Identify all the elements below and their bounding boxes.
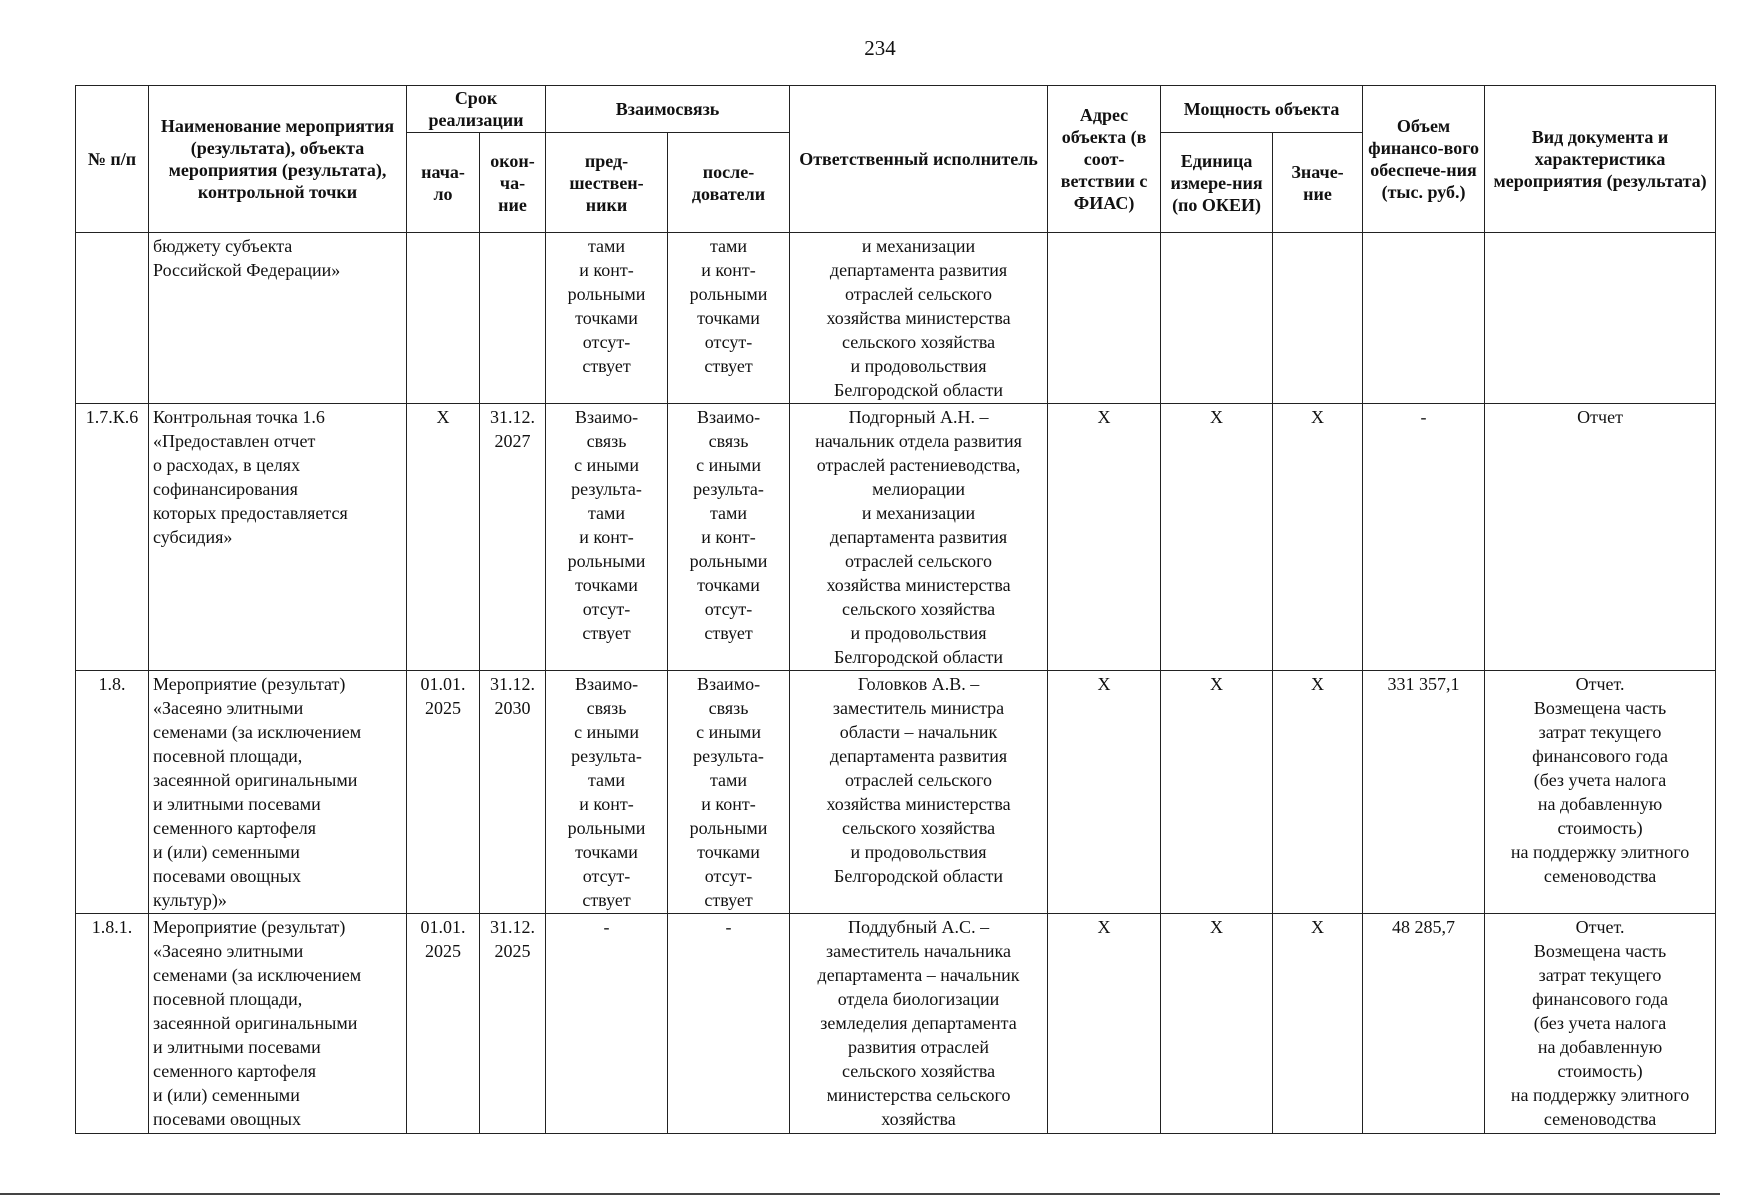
- cell-successors: Взаимо- связь с иными результа- тами и конт- рольными точками отсут- ствует: [668, 671, 790, 914]
- cell-document: [1485, 233, 1716, 404]
- cell-unit: [1161, 233, 1273, 404]
- cell-predecessors: тами и конт- рольными точками отсут- ствует: [546, 233, 668, 404]
- cell-address: X: [1048, 914, 1161, 1134]
- header-finance: Объем финансо-вого обеспече-ния (тыс. руб.): [1363, 86, 1485, 233]
- table-row: [76, 404, 1716, 671]
- header-predecessors: пред- шествен- ники: [546, 133, 668, 233]
- bottom-rule: [0, 1193, 1720, 1195]
- cell-predecessors: Взаимо- связь с иными результа- тами и конт- рольными точками отсут- ствует: [546, 671, 668, 914]
- cell-predecessors: -: [546, 914, 668, 1134]
- cell-name: бюджету субъекта Российской Федерации»: [149, 233, 407, 404]
- cell-predecessors: Взаимо- связь с иными результа- тами и конт- рольными точками отсут- ствует: [546, 404, 668, 671]
- cell-end: 31.12. 2030: [480, 671, 546, 914]
- cell-responsible: Поддубный А.С. – заместитель начальника департамента – начальник отдела биологизации земледелия департамента развития отраслей сельского хозяйства министерства сельского хозяйства: [790, 914, 1048, 1134]
- cell-start: 01.01. 2025: [407, 914, 480, 1134]
- header-unit: Единица измере-ния (по ОКЕИ): [1161, 133, 1273, 233]
- cell-end: [480, 233, 546, 404]
- cell-responsible: Подгорный А.Н. – начальник отдела развития отраслей растениеводства, мелиорации и механизации департамента развития отраслей сельского хозяйства министерства сельского хозяйства и продовольствия Белгородской области: [790, 404, 1048, 671]
- cell-document: Отчет. Возмещена часть затрат текущего финансового года (без учета налога на добавленную стоимость) на поддержку элитного семеноводства: [1485, 671, 1716, 914]
- cell-num: 1.7.К.6: [76, 404, 149, 671]
- cell-successors: -: [668, 914, 790, 1134]
- cell-value: X: [1273, 404, 1363, 671]
- cell-end: 31.12. 2027: [480, 404, 546, 671]
- page-number: 234: [864, 36, 896, 60]
- cell-num: 1.8.1.: [76, 914, 149, 1134]
- header-name: Наименование мероприятия (результата), объекта мероприятия (результата), контрольной точки: [149, 86, 407, 233]
- cell-value: X: [1273, 671, 1363, 914]
- header-term-start: нача- ло: [407, 133, 480, 233]
- cell-start: X: [407, 404, 480, 671]
- header-term-end: окон- ча- ние: [480, 133, 546, 233]
- cell-finance: 48 285,7: [1363, 914, 1485, 1134]
- cell-successors: тами и конт- рольными точками отсут- ствует: [668, 233, 790, 404]
- header-num: № п/п: [76, 86, 149, 233]
- cell-num: 1.8.: [76, 671, 149, 914]
- cell-document: Отчет: [1485, 404, 1716, 671]
- header-term: Срок реализации: [407, 86, 546, 133]
- cell-name: Мероприятие (результат) «Засеяно элитными семенами (за исключением посевной площади, засеянной оригинальными и элитными посевами семенного картофеля и (или) семенными посевами овощных культур)»: [149, 671, 407, 914]
- cell-value: X: [1273, 914, 1363, 1134]
- cell-unit: X: [1161, 404, 1273, 671]
- table-body: [76, 233, 1716, 1134]
- cell-address: X: [1048, 404, 1161, 671]
- cell-end: 31.12. 2025: [480, 914, 546, 1134]
- cell-name: Контрольная точка 1.6 «Предоставлен отчет о расходах, в целях софинансирования которых предоставляется субсидия»: [149, 404, 407, 671]
- cell-start: [407, 233, 480, 404]
- cell-value: [1273, 233, 1363, 404]
- table-row: [76, 914, 1716, 1134]
- header-capacity: Мощность объекта: [1161, 86, 1363, 133]
- cell-finance: -: [1363, 404, 1485, 671]
- header-document: Вид документа и характеристика мероприятия (результата): [1485, 86, 1716, 233]
- cell-num: [76, 233, 149, 404]
- header-responsible: Ответственный исполнитель: [790, 86, 1048, 233]
- table-row: [76, 671, 1716, 914]
- cell-address: [1048, 233, 1161, 404]
- program-table: [75, 85, 1716, 1134]
- cell-unit: X: [1161, 671, 1273, 914]
- table-header: [76, 86, 1716, 233]
- cell-finance: 331 357,1: [1363, 671, 1485, 914]
- table-row: [76, 233, 1716, 404]
- cell-responsible: Головков А.В. – заместитель министра области – начальник департамента развития отраслей сельского хозяйства министерства сельского хозяйства и продовольствия Белгородской области: [790, 671, 1048, 914]
- cell-finance: [1363, 233, 1485, 404]
- cell-document: Отчет. Возмещена часть затрат текущего финансового года (без учета налога на добавленную стоимость) на поддержку элитного семеноводства: [1485, 914, 1716, 1134]
- cell-address: X: [1048, 671, 1161, 914]
- cell-responsible: и механизации департамента развития отраслей сельского хозяйства министерства сельского хозяйства и продовольствия Белгородской области: [790, 233, 1048, 404]
- cell-unit: X: [1161, 914, 1273, 1134]
- header-relation: Взаимосвязь: [546, 86, 790, 133]
- header-value: Значе- ние: [1273, 133, 1363, 233]
- header-address: Адрес объекта (в соот-ветствии с ФИАС): [1048, 86, 1161, 233]
- cell-successors: Взаимо- связь с иными результа- тами и конт- рольными точками отсут- ствует: [668, 404, 790, 671]
- header-successors: после- дователи: [668, 133, 790, 233]
- cell-name: Мероприятие (результат) «Засеяно элитными семенами (за исключением посевной площади, засеянной оригинальными и элитными посевами семенного картофеля и (или) семенными посевами овощных: [149, 914, 407, 1134]
- cell-start: 01.01. 2025: [407, 671, 480, 914]
